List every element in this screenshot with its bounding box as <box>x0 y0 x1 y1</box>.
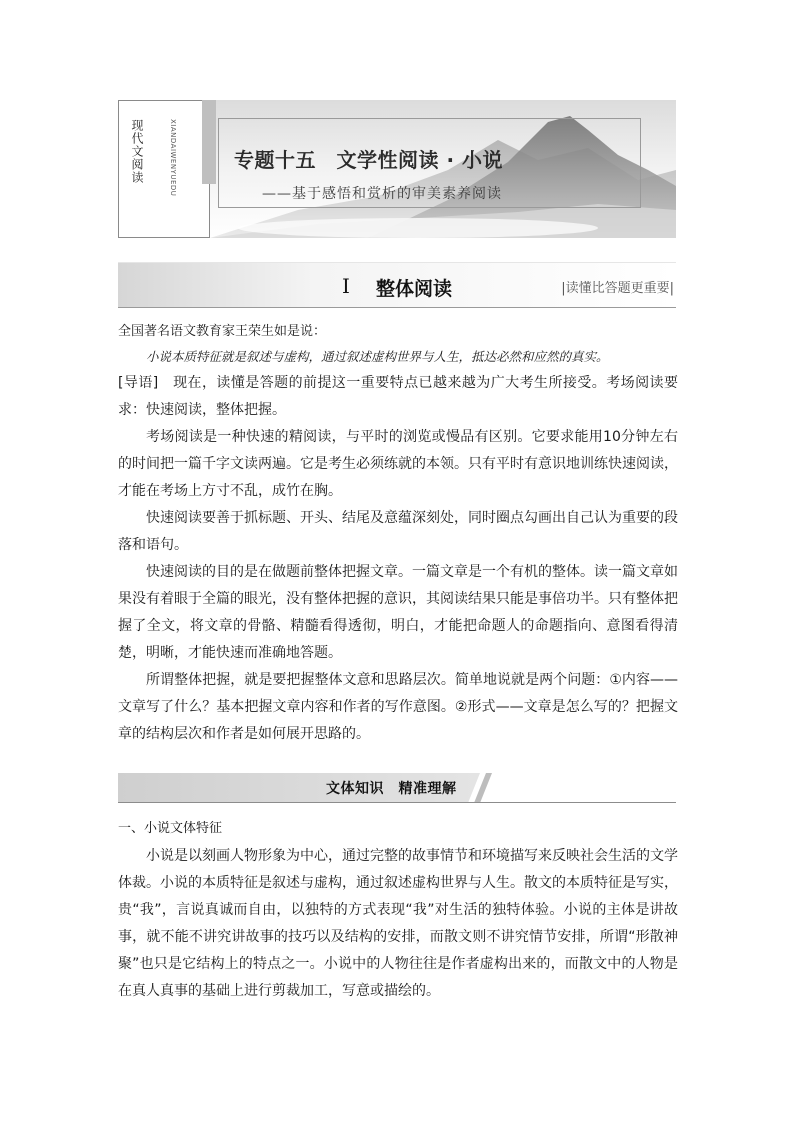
subsection-bar <box>118 773 676 803</box>
section-label: 现代文阅读 <box>130 119 144 184</box>
topic-subtitle: ——基于感悟和赏析的审美素养阅读 <box>262 186 502 202</box>
quote-text: 小说本质特征就是叙述与虚构，通过叙述虚构世界与人生，抵达必然和应然的真实。 <box>146 349 609 364</box>
paragraph-1: 考场阅读是一种快速的精阅读，与平时的浏览或慢品有区别。它要求能用10分钟左右的时间把一篇千字文读两遍。它是考生必须练就的本领。只有平时有意识地训练快速阅读，才能在考场上方寸不乱，成竹在胸。 <box>118 429 678 499</box>
guide-text: 现在，读懂是答题的前提这一重要特点已越来越为广大考生所接受。考场阅读要求：快速阅读，整体把握。 <box>118 375 678 418</box>
section-side-box <box>118 100 210 238</box>
section-title: 整体阅读 <box>376 278 453 300</box>
topic-title: 专题十五 文学性阅读 · 小说 <box>234 148 504 172</box>
section-pinyin: XIANDAIWENYUEDU <box>169 119 177 197</box>
paragraph-4: 所谓整体把握，就是要把握整体文意和思路层次。简单地说就是两个问题：①内容——文章写了什么？基本把握文章内容和作者的写作意图。②形式——文章是怎么写的？把握文章的结构层次和作者是如何展开思路的。 <box>118 672 678 742</box>
subsection-bar-title: 文体知识 精准理解 <box>326 781 457 797</box>
section-heading-bar <box>118 262 676 308</box>
quote-intro: 全国著名语文教育家王荣生如是说： <box>118 324 327 339</box>
guide-paragraph <box>118 370 678 424</box>
banner-tab-decoration <box>202 100 216 184</box>
subsection-heading: 一、小说文体特征 <box>118 821 223 836</box>
topic-banner <box>118 100 676 238</box>
guide-label: [导语] <box>118 375 159 391</box>
paragraph-2: 快速阅读要善于抓标题、开头、结尾及意蕴深刻处，同时圈点勾画出自己认为重要的段落和语句。 <box>118 510 678 553</box>
paragraph-3: 快速阅读的目的是在做题前整体把握文章。一篇文章是一个有机的整体。读一篇文章如果没有着眼于全篇的眼光，没有整体把握的意识，其阅读结果只能是事倍功半。只有整体把握了全文，将文章的骨骼、精髓看得透彻，明白，才能把命题人的命题指向、意图看得清楚，明晰，才能快速而准确地答题。 <box>118 564 678 661</box>
paragraph-5: 小说是以刻画人物形象为中心，通过完整的故事情节和环境描写来反映社会生活的文学体裁。小说的本质特征是叙述与虚构，通过叙述虚构世界与人生。散文的本质特征是写实，贵“我”，言说真诚而自由，以独特的方式表现“我”对生活的独特体验。小说的主体是讲故事，就不能不讲究讲故事的技巧以及结构的安排，而散文则不讲究情节安排，所谓“形散神聚”也只是它结构上的特点之一。小说中的人物往往是作者虚构出来的，而散文中的人物是在真人真事的基础上进行剪裁加工，写意或描绘的。 <box>118 848 678 999</box>
section-number: Ⅰ <box>342 274 350 298</box>
section-tag: |读懂比答题更重要| <box>561 281 674 296</box>
